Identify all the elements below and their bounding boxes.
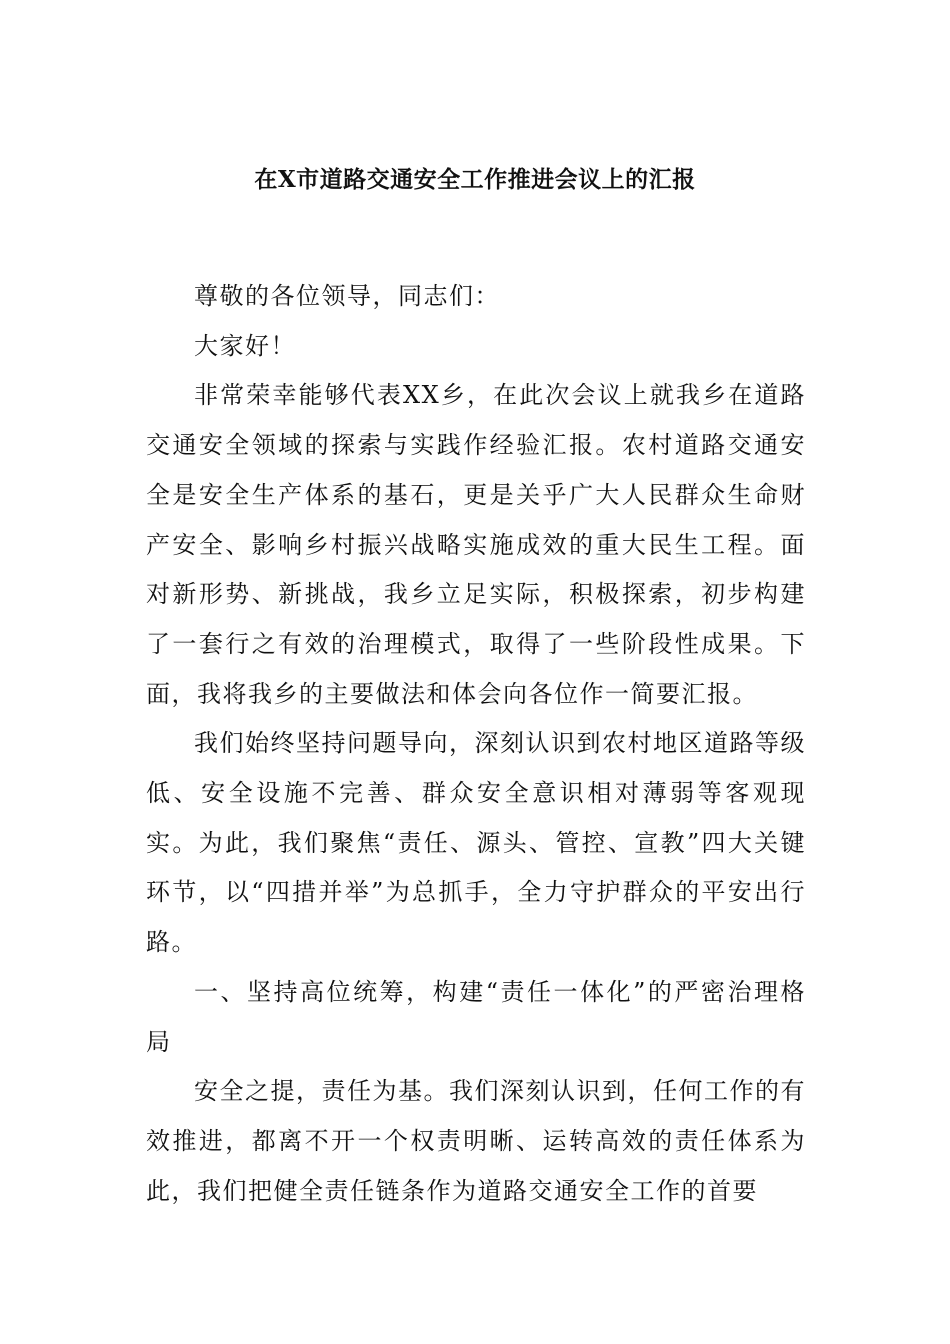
paragraph-approach: 我们始终坚持问题导向，深刻认识到农村地区道路等级低、安全设施不完善、群众安全意识相对薄弱等客观现实。为此，我们聚焦“责任、源头、管控、宣教”四大关键环节，以“四措并举”为总抓手，全力守护群众的平安出行路。 <box>146 729 806 957</box>
paragraph-intro: 非常荣幸能够代表XX乡，在此次会议上就我乡在道路交通安全领域的探索与实践作经验汇报。农村道路交通安全是安全生产体系的基石，更是关乎广大人民群众生命财产安全、影响乡村振兴战略实施成效的重大民生工程。面对新形势、新挑战，我乡立足实际，积极探索，初步构建了一套行之有效的治理模式，取得了一些阶段性成果。下面，我将我乡的主要做法和体会向各位作一简要汇报。 <box>146 381 806 708</box>
document-title: 在X市道路交通安全工作推进会议上的汇报 <box>254 166 696 193</box>
document-body <box>146 272 806 1216</box>
salutation: 尊敬的各位领导，同志们： <box>194 282 500 310</box>
greeting: 大家好！ <box>194 331 296 360</box>
section-heading-1: 一、坚持高位统筹，构建“责任一体化”的严密治理格局 <box>146 977 806 1056</box>
paragraph-section-1: 安全之提，责任为基。我们深刻认识到，任何工作的有效推进，都离不开一个权责明晰、运转高效的责任体系为此，我们把健全责任链条作为道路交通安全工作的首要 <box>146 1077 806 1205</box>
